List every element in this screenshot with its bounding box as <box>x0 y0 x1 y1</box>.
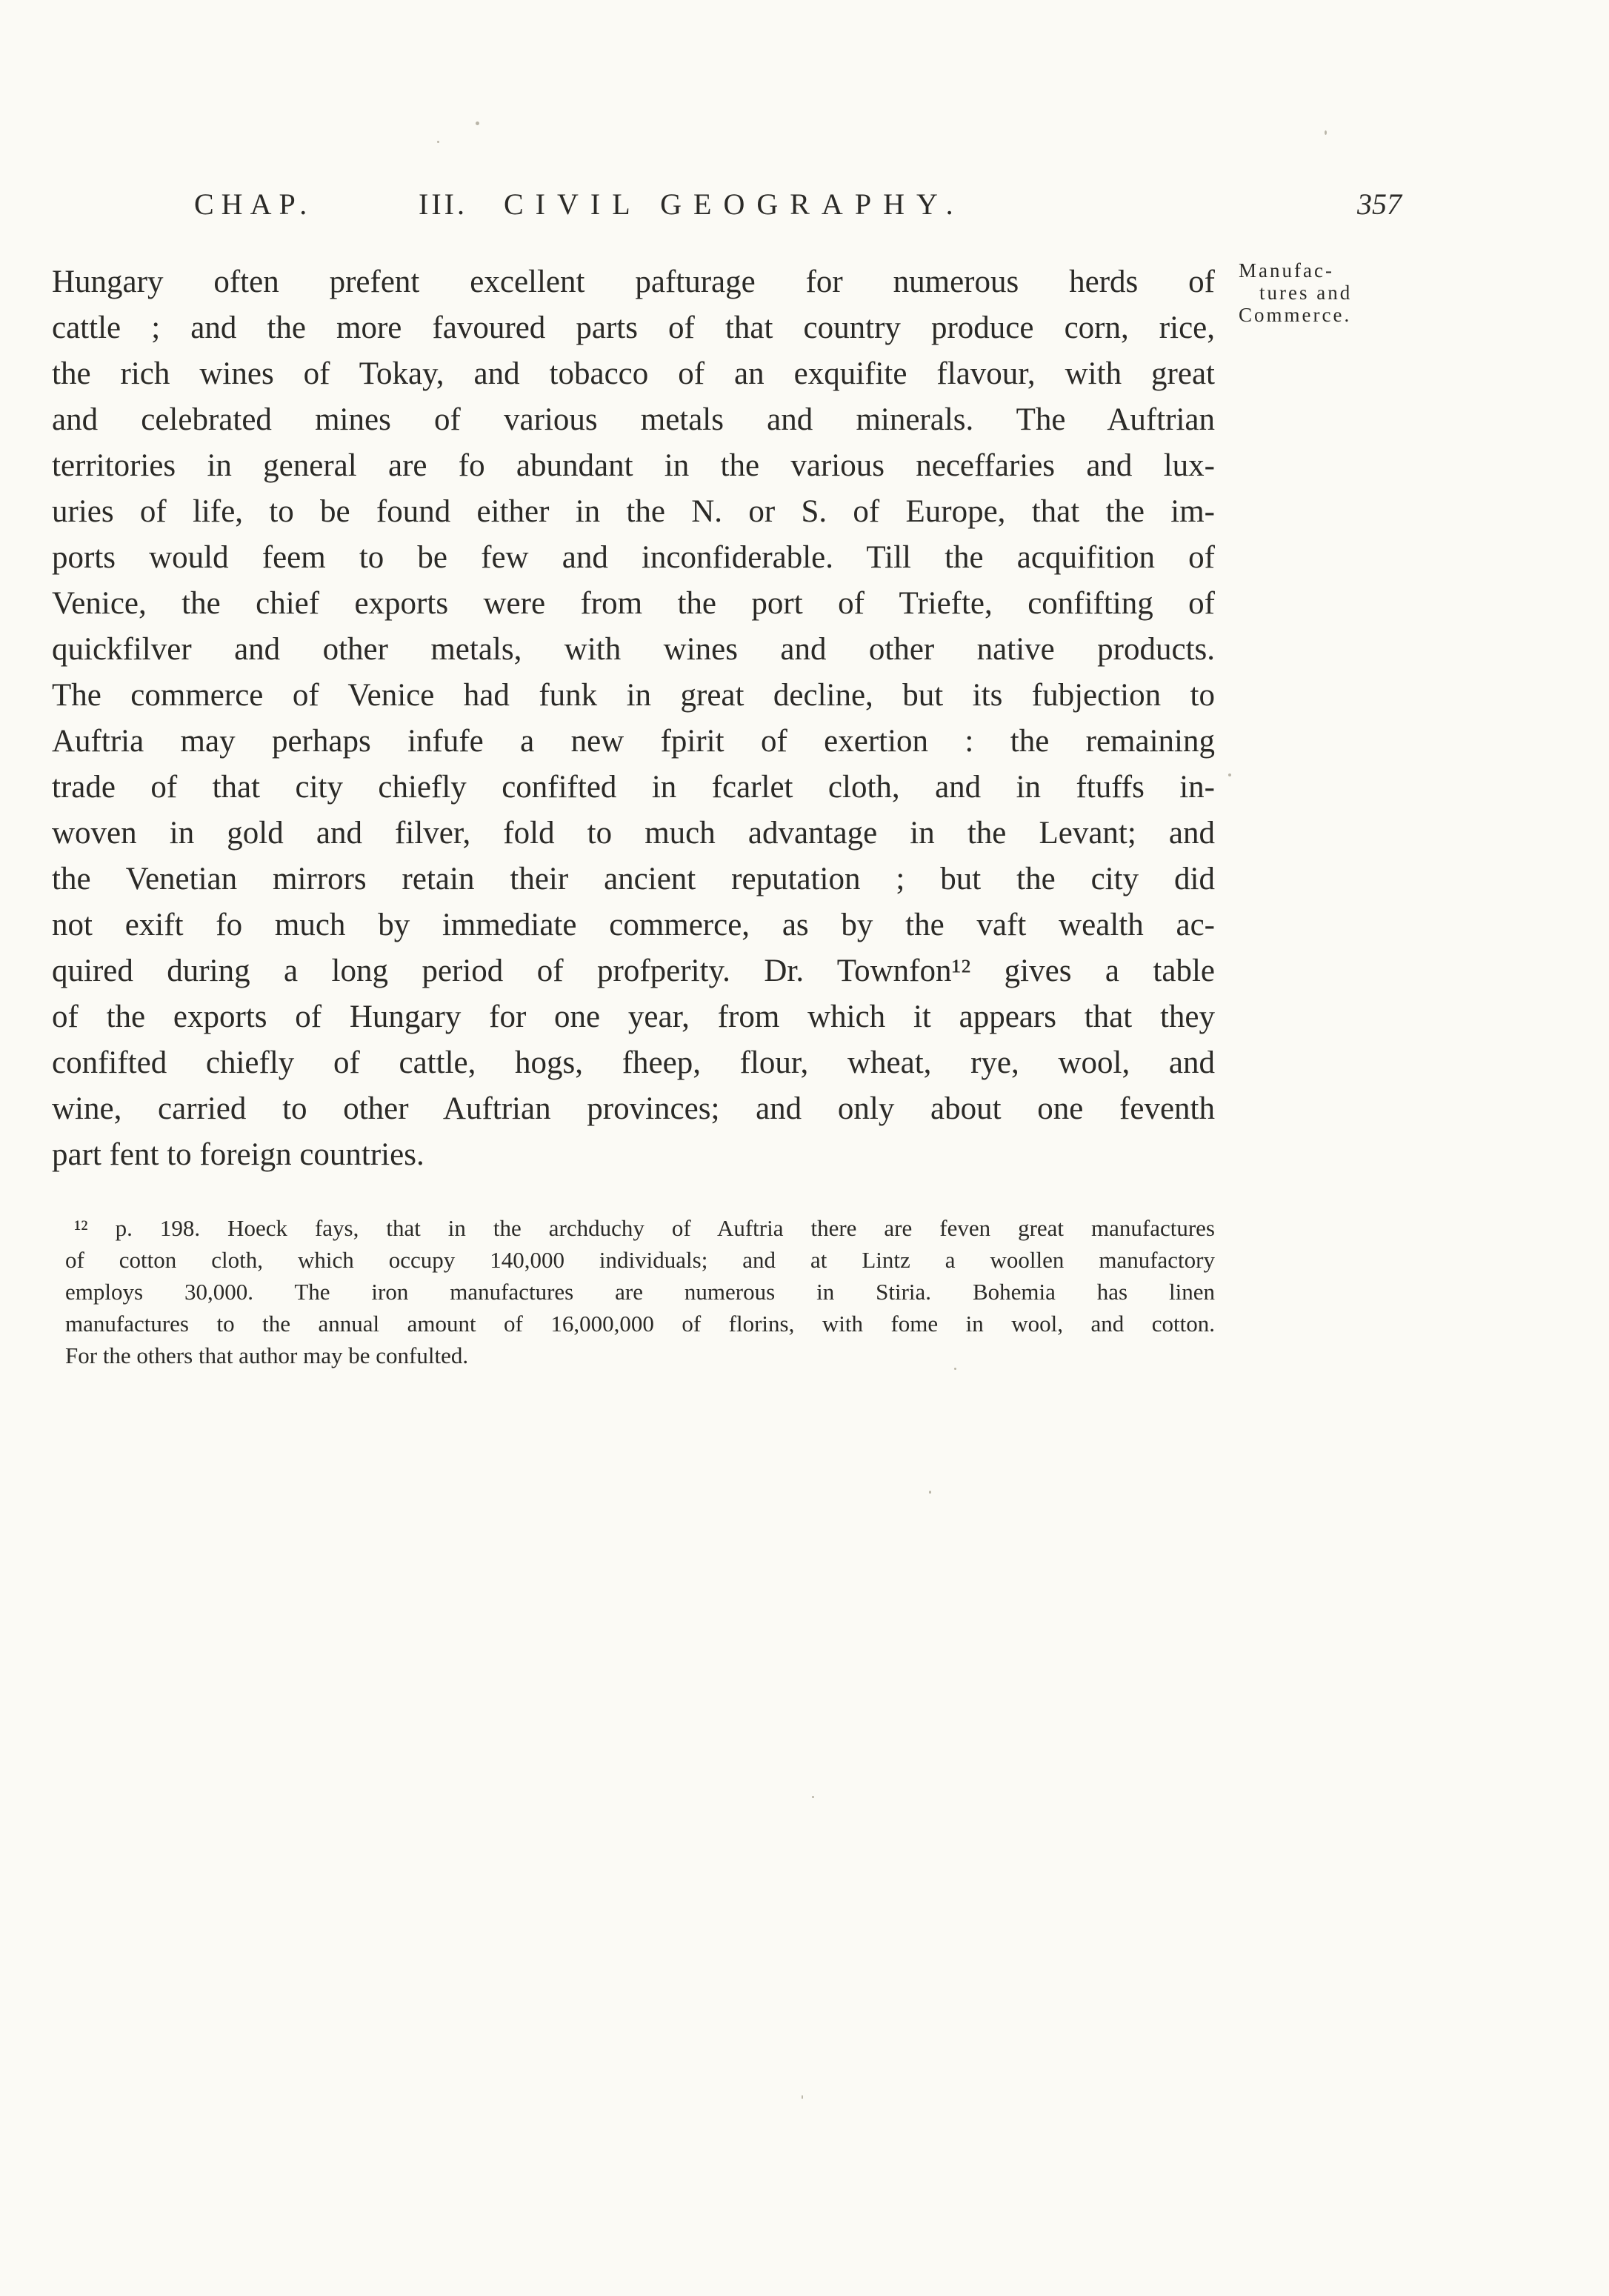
body-line: quickfilver and other metals, with wines and other native products. <box>52 632 1215 667</box>
margin-note <box>1239 259 1416 326</box>
chapter-title: CIVIL GEOGRAPHY. <box>504 187 965 221</box>
body-line: and celebrated mines of various metals and minerals. The Auftrian <box>52 402 1215 437</box>
body-line: Hungary often prefent excellent pafturage for numerous herds of <box>52 264 1215 299</box>
body-line: Venice, the chief exports were from the port of Triefte, confifting of <box>52 586 1215 621</box>
footnote-line: employs 30,000. The iron manufactures are numerous in Stiria. Bohemia has linen <box>65 1279 1215 1305</box>
body-line: woven in gold and filver, fold to much advantage in the Levant; and <box>52 816 1215 851</box>
body-line: quired during a long period of profperity. Dr. Townfon¹² gives a table <box>52 954 1215 988</box>
body-line: territories in general are fo abundant in the various neceffaries and lux- <box>52 448 1215 483</box>
body-line: confifted chiefly of cattle, hogs, fheep, flour, wheat, rye, wool, and <box>52 1045 1215 1080</box>
body-line: of the exports of Hungary for one year, from which it appears that they <box>52 999 1215 1034</box>
body-paragraph <box>52 259 1215 1178</box>
footnote-line: manufactures to the annual amount of 16,000,000 of florins, with fome in wool, and cotton. <box>65 1311 1215 1337</box>
body-line: not exift fo much by immediate commerce, as by the vaft wealth ac- <box>52 908 1215 942</box>
body-line: trade of that city chiefly confifted in fcarlet cloth, and in ftuffs in- <box>52 770 1215 805</box>
body-line: the rich wines of Tokay, and tobacco of an exquifite flavour, with great <box>52 356 1215 391</box>
body-line: wine, carried to other Auftrian provinces; and only about one feventh <box>52 1091 1215 1126</box>
footnote-line: For the others that author may be confulted. <box>65 1342 469 1368</box>
body-line: Auftria may perhaps infufe a new fpirit of exertion : the remaining <box>52 724 1215 759</box>
margin-note-line: tures and <box>1259 282 1353 304</box>
body-line: the Venetian mirrors retain their ancient reputation ; but the city did <box>52 862 1215 896</box>
margin-note-line: Commerce. <box>1239 304 1352 326</box>
body-line: uries of life, to be found either in the N. or S. of Europe, that the im- <box>52 494 1215 529</box>
body-line: ports would feem to be few and inconfiderable. Till the acquifition of <box>52 540 1215 575</box>
chapter-label: CHAP. <box>194 187 315 221</box>
chapter-number: III. <box>419 187 467 221</box>
footnote-line: of cotton cloth, which occupy 140,000 individuals; and at Lintz a woollen manufactory <box>65 1247 1215 1273</box>
page-number: 357 <box>1357 187 1402 221</box>
footnote <box>65 1212 1215 1371</box>
body-line: cattle ; and the more favoured parts of that country produce corn, rice, <box>52 310 1215 345</box>
margin-note-line: Manufac- <box>1239 259 1334 282</box>
running-head <box>194 187 1402 231</box>
body-line: part fent to foreign countries. <box>52 1137 424 1172</box>
footnote-line: ¹² p. 198. Hoeck fays, that in the archduchy of Auftria there are feven great manufactures <box>74 1215 1215 1241</box>
body-line: The commerce of Venice had funk in great decline, but its fubjection to <box>52 678 1215 713</box>
